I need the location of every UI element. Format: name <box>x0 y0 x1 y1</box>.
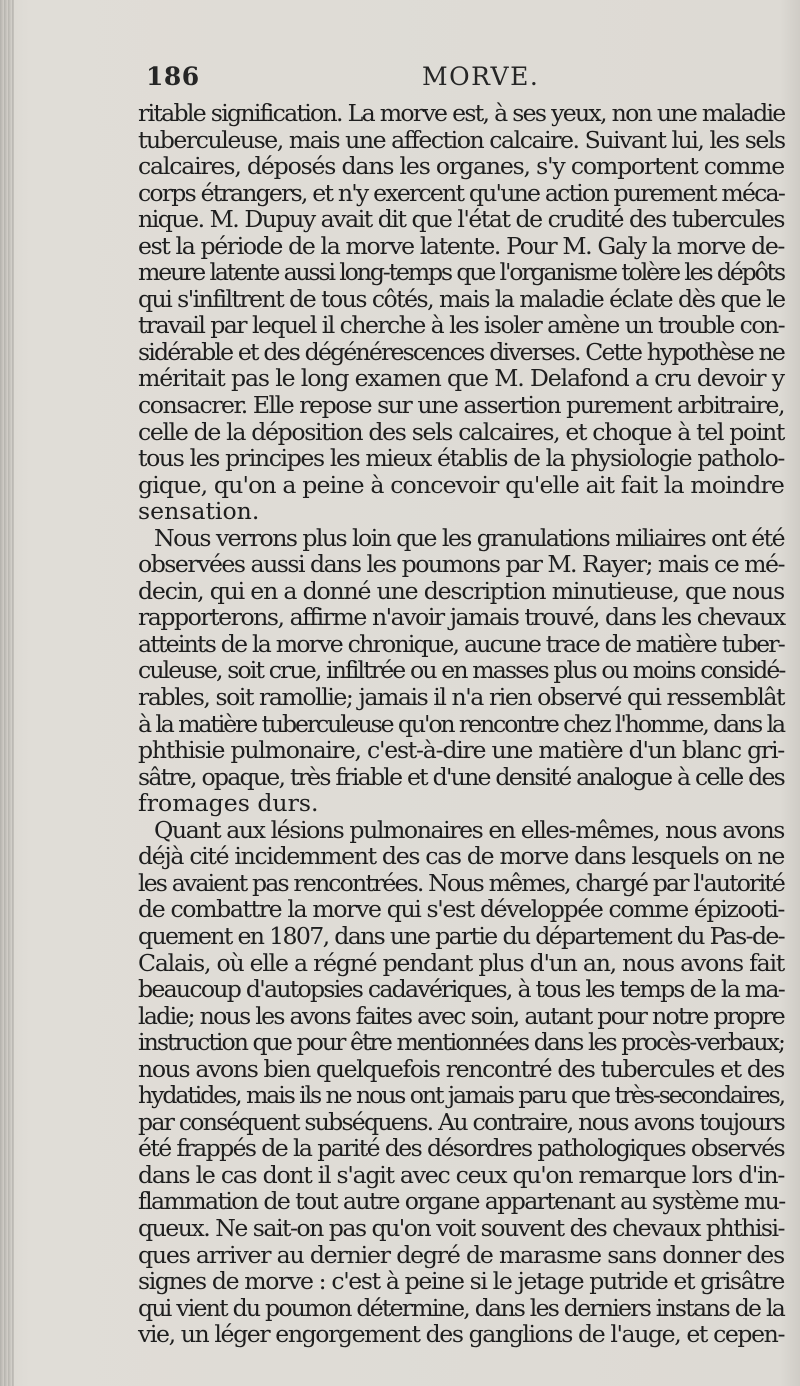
text-line: corps étrangers, et n'y exercent qu'une action purement méca- <box>138 178 784 207</box>
text-line: à la matière tuberculeuse qu'on rencontre chez l'homme, dans la <box>138 709 784 738</box>
text-line: été frappés de la parité des désordres pathologiques observés <box>138 1134 784 1163</box>
text-line: meure latente aussi long-temps que l'organisme tolère les dépôts <box>138 258 784 287</box>
text-line: de combattre la morve qui s'est développée comme épizooti- <box>138 895 784 924</box>
text-line: sâtre, opaque, très friable et d'une densité analogue à celle des <box>138 762 784 791</box>
text-line: ques arriver au dernier degré de marasme sans donner des <box>138 1240 784 1269</box>
text-line: gique, qu'on a peine à concevoir qu'elle ait fait la moindre <box>138 470 784 499</box>
text-line: travail par lequel il cherche à les isoler amène un trouble con- <box>138 311 784 340</box>
text-line: phthisie pulmonaire, c'est-à-dire une matière d'un blanc gri- <box>138 736 784 765</box>
text-line: rables, soit ramollie; jamais il n'a rien observé qui ressemblât <box>138 683 785 712</box>
text-line: queux. Ne sait-on pas qu'on voit souvent des chevaux phthisi- <box>138 1213 784 1242</box>
text-line: rapporterons, affirme n'avoir jamais trouvé, dans les chevaux <box>138 603 785 632</box>
text-line: nique. M. Dupuy avait dit que l'état de crudité des tubercules <box>138 205 784 234</box>
text-line: celle de la déposition des sels calcaires, et choque à tel point <box>138 417 785 446</box>
page-number: 186 <box>146 62 200 91</box>
text-line: flammation de tout autre organe appartenant au système mu- <box>138 1187 785 1216</box>
running-title: MORVE. <box>422 62 540 91</box>
text-line: par conséquent subséquens. Au contraire, nous avons toujours <box>138 1107 784 1136</box>
text-line: instruction que pour être mentionnées dans les procès-verbaux; <box>138 1028 785 1057</box>
text-line: signes de morve : c'est à peine si le jetage putride et grisâtre <box>138 1267 785 1296</box>
text-line: ladie; nous les avons faites avec soin, autant pour notre propre <box>138 1001 784 1030</box>
text-line: méritait pas le long examen que M. Delafond a cru devoir y <box>138 364 784 393</box>
text-line: nous avons bien quelquefois rencontré des tubercules et des <box>138 1054 784 1083</box>
text-line: Calais, où elle a régné pendant plus d'un an, nous avons fait <box>138 948 785 977</box>
text-line: déjà cité incidemment des cas de morve dans lesquels on ne <box>138 842 784 871</box>
text-line: les avaient pas rencontrées. Nous mêmes, chargé par l'autorité <box>138 868 785 897</box>
text-line: est la période de la morve latente. Pour M. Galy la morve de- <box>138 231 785 260</box>
text-line: hydatides, mais ils ne nous ont jamais paru que très-secondaires, <box>138 1081 785 1110</box>
text-line: beaucoup d'autopsies cadavériques, à tous les temps de la ma- <box>138 975 784 1004</box>
text-line: sidérable et des dégénérescences diverses. Cette hypothèse ne <box>138 337 784 366</box>
text-line: observées aussi dans les poumons par M. Rayer; mais ce mé- <box>138 550 784 579</box>
text-line: calcaires, déposés dans les organes, s'y comportent comme <box>138 152 785 181</box>
text-line: tous les principes les mieux établis de la physiologie patholo- <box>138 444 785 473</box>
text-line: quement en 1807, dans une partie du département du Pas-de- <box>138 921 784 950</box>
text-line: consacrer. Elle repose sur une assertion purement arbitraire, <box>138 391 785 420</box>
text-line: decin, qui en a donné une description minutieuse, que nous <box>138 576 784 605</box>
binding-edge <box>0 0 14 1386</box>
text-line: atteints de la morve chronique, aucune trace de matière tuber- <box>138 629 784 658</box>
text-line: qui vient du poumon détermine, dans les derniers instans de la <box>138 1293 785 1322</box>
text-line: culeuse, soit crue, infiltrée ou en masses plus ou moins considé- <box>138 656 785 685</box>
text-line: ritable signification. La morve est, à ses yeux, non une maladie <box>138 99 785 127</box>
text-line: fromages durs. <box>138 789 319 818</box>
text-line: vie, un léger engorgement des ganglions de l'auge, et cepen- <box>138 1320 784 1349</box>
paragraph-start-line: Quant aux lésions pulmonaires en elles-mêmes, nous avons <box>154 815 784 844</box>
text-line: qui s'infiltrent de tous côtés, mais la maladie éclate dès que le <box>138 284 785 313</box>
page-header <box>146 62 706 102</box>
text-line: tuberculeuse, mais une affection calcaire. Suivant lui, les sels <box>138 125 785 154</box>
text-line: dans le cas dont il s'agit avec ceux qu'on remarque lors d'in- <box>138 1160 785 1189</box>
paragraph-start-line: Nous verrons plus loin que les granulations miliaires ont été <box>154 523 785 552</box>
body-text <box>138 100 784 1348</box>
text-line: sensation. <box>138 497 260 526</box>
